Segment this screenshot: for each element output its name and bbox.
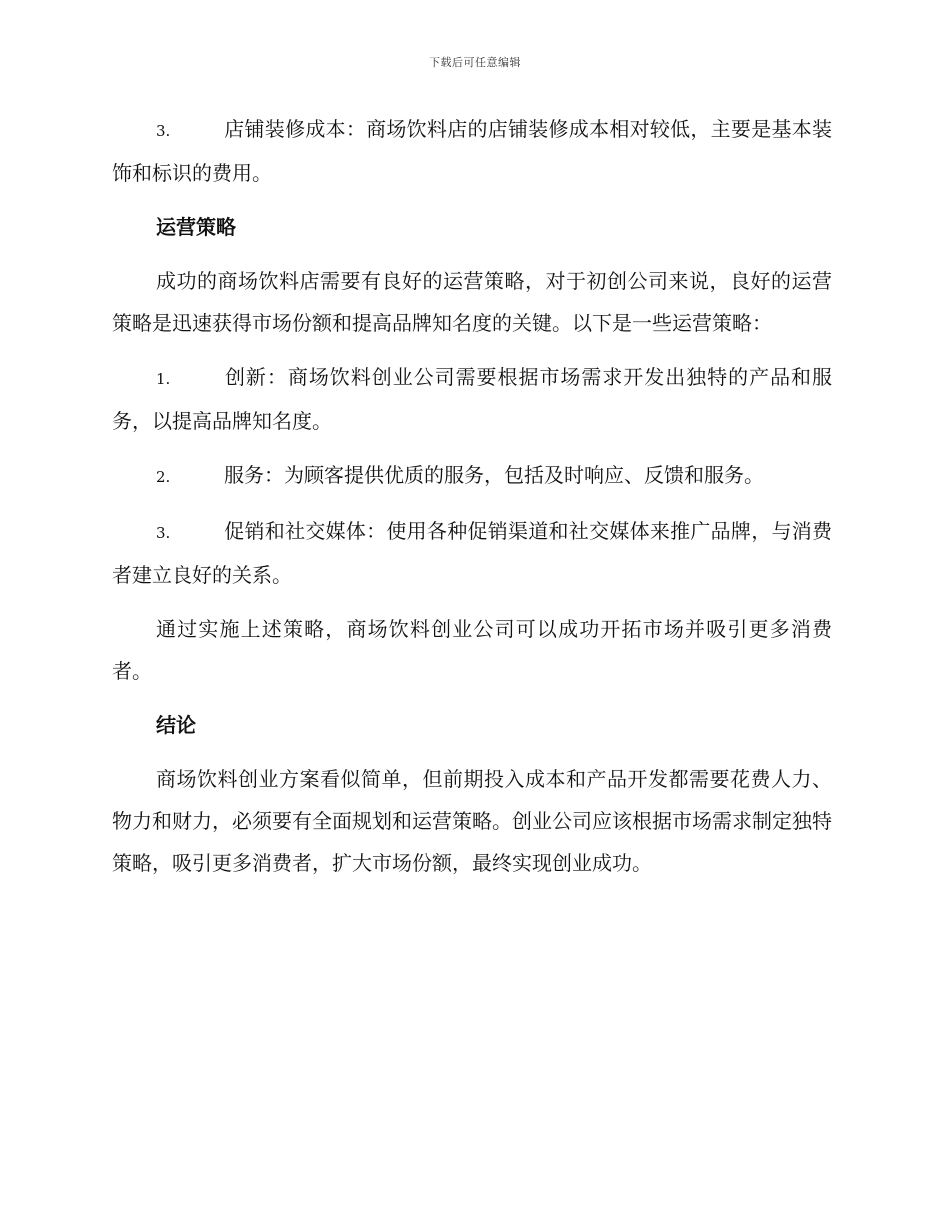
- header-note: 下载后可任意编辑: [429, 56, 521, 69]
- list-number: 3.: [156, 524, 171, 542]
- list-text: 服务：为顾客提供优质的服务，包括及时响应、反馈和服务。: [224, 463, 764, 487]
- section-heading-conclusion: 结论: [156, 713, 196, 737]
- operations-intro-paragraph: 成功的商场饮料店需要有良好的运营策略，对于初创公司来说，良好的运营策略是迅速获得市场份额和提高品牌知名度的关键。以下是一些运营策略：: [112, 269, 832, 335]
- list-text: 店铺装修成本：商场饮料店的店铺装修成本相对较低，主要是基本装饰和标识的费用。: [112, 117, 832, 185]
- document-body: [112, 108, 832, 896]
- list-item-decoration-cost: [112, 108, 832, 194]
- list-number: 3.: [156, 122, 171, 140]
- list-item-promotion: [112, 510, 832, 596]
- conclusion-paragraph: 商场饮料创业方案看似简单，但前期投入成本和产品开发都需要花费人力、物力和财力，必须要有全面规划和运营策略。创业公司应该根据市场需求制定独特策略，吸引更多消费者，扩大市场份额，最终实现创业成功。: [112, 767, 832, 875]
- list-text: 促销和社交媒体：使用各种促销渠道和社交媒体来推广品牌，与消费者建立良好的关系。: [112, 519, 832, 587]
- section-heading-operations: 运营策略: [156, 215, 236, 239]
- list-item-innovation: [112, 356, 832, 442]
- list-number: 2.: [156, 468, 171, 486]
- list-text: 创新：商场饮料创业公司需要根据市场需求开发出独特的产品和服务，以提高品牌知名度。: [112, 365, 832, 433]
- list-item-service: [112, 454, 832, 498]
- list-number: 1.: [156, 370, 171, 388]
- operations-summary-paragraph: 通过实施上述策略，商场饮料创业公司可以成功开拓市场并吸引更多消费者。: [112, 617, 832, 683]
